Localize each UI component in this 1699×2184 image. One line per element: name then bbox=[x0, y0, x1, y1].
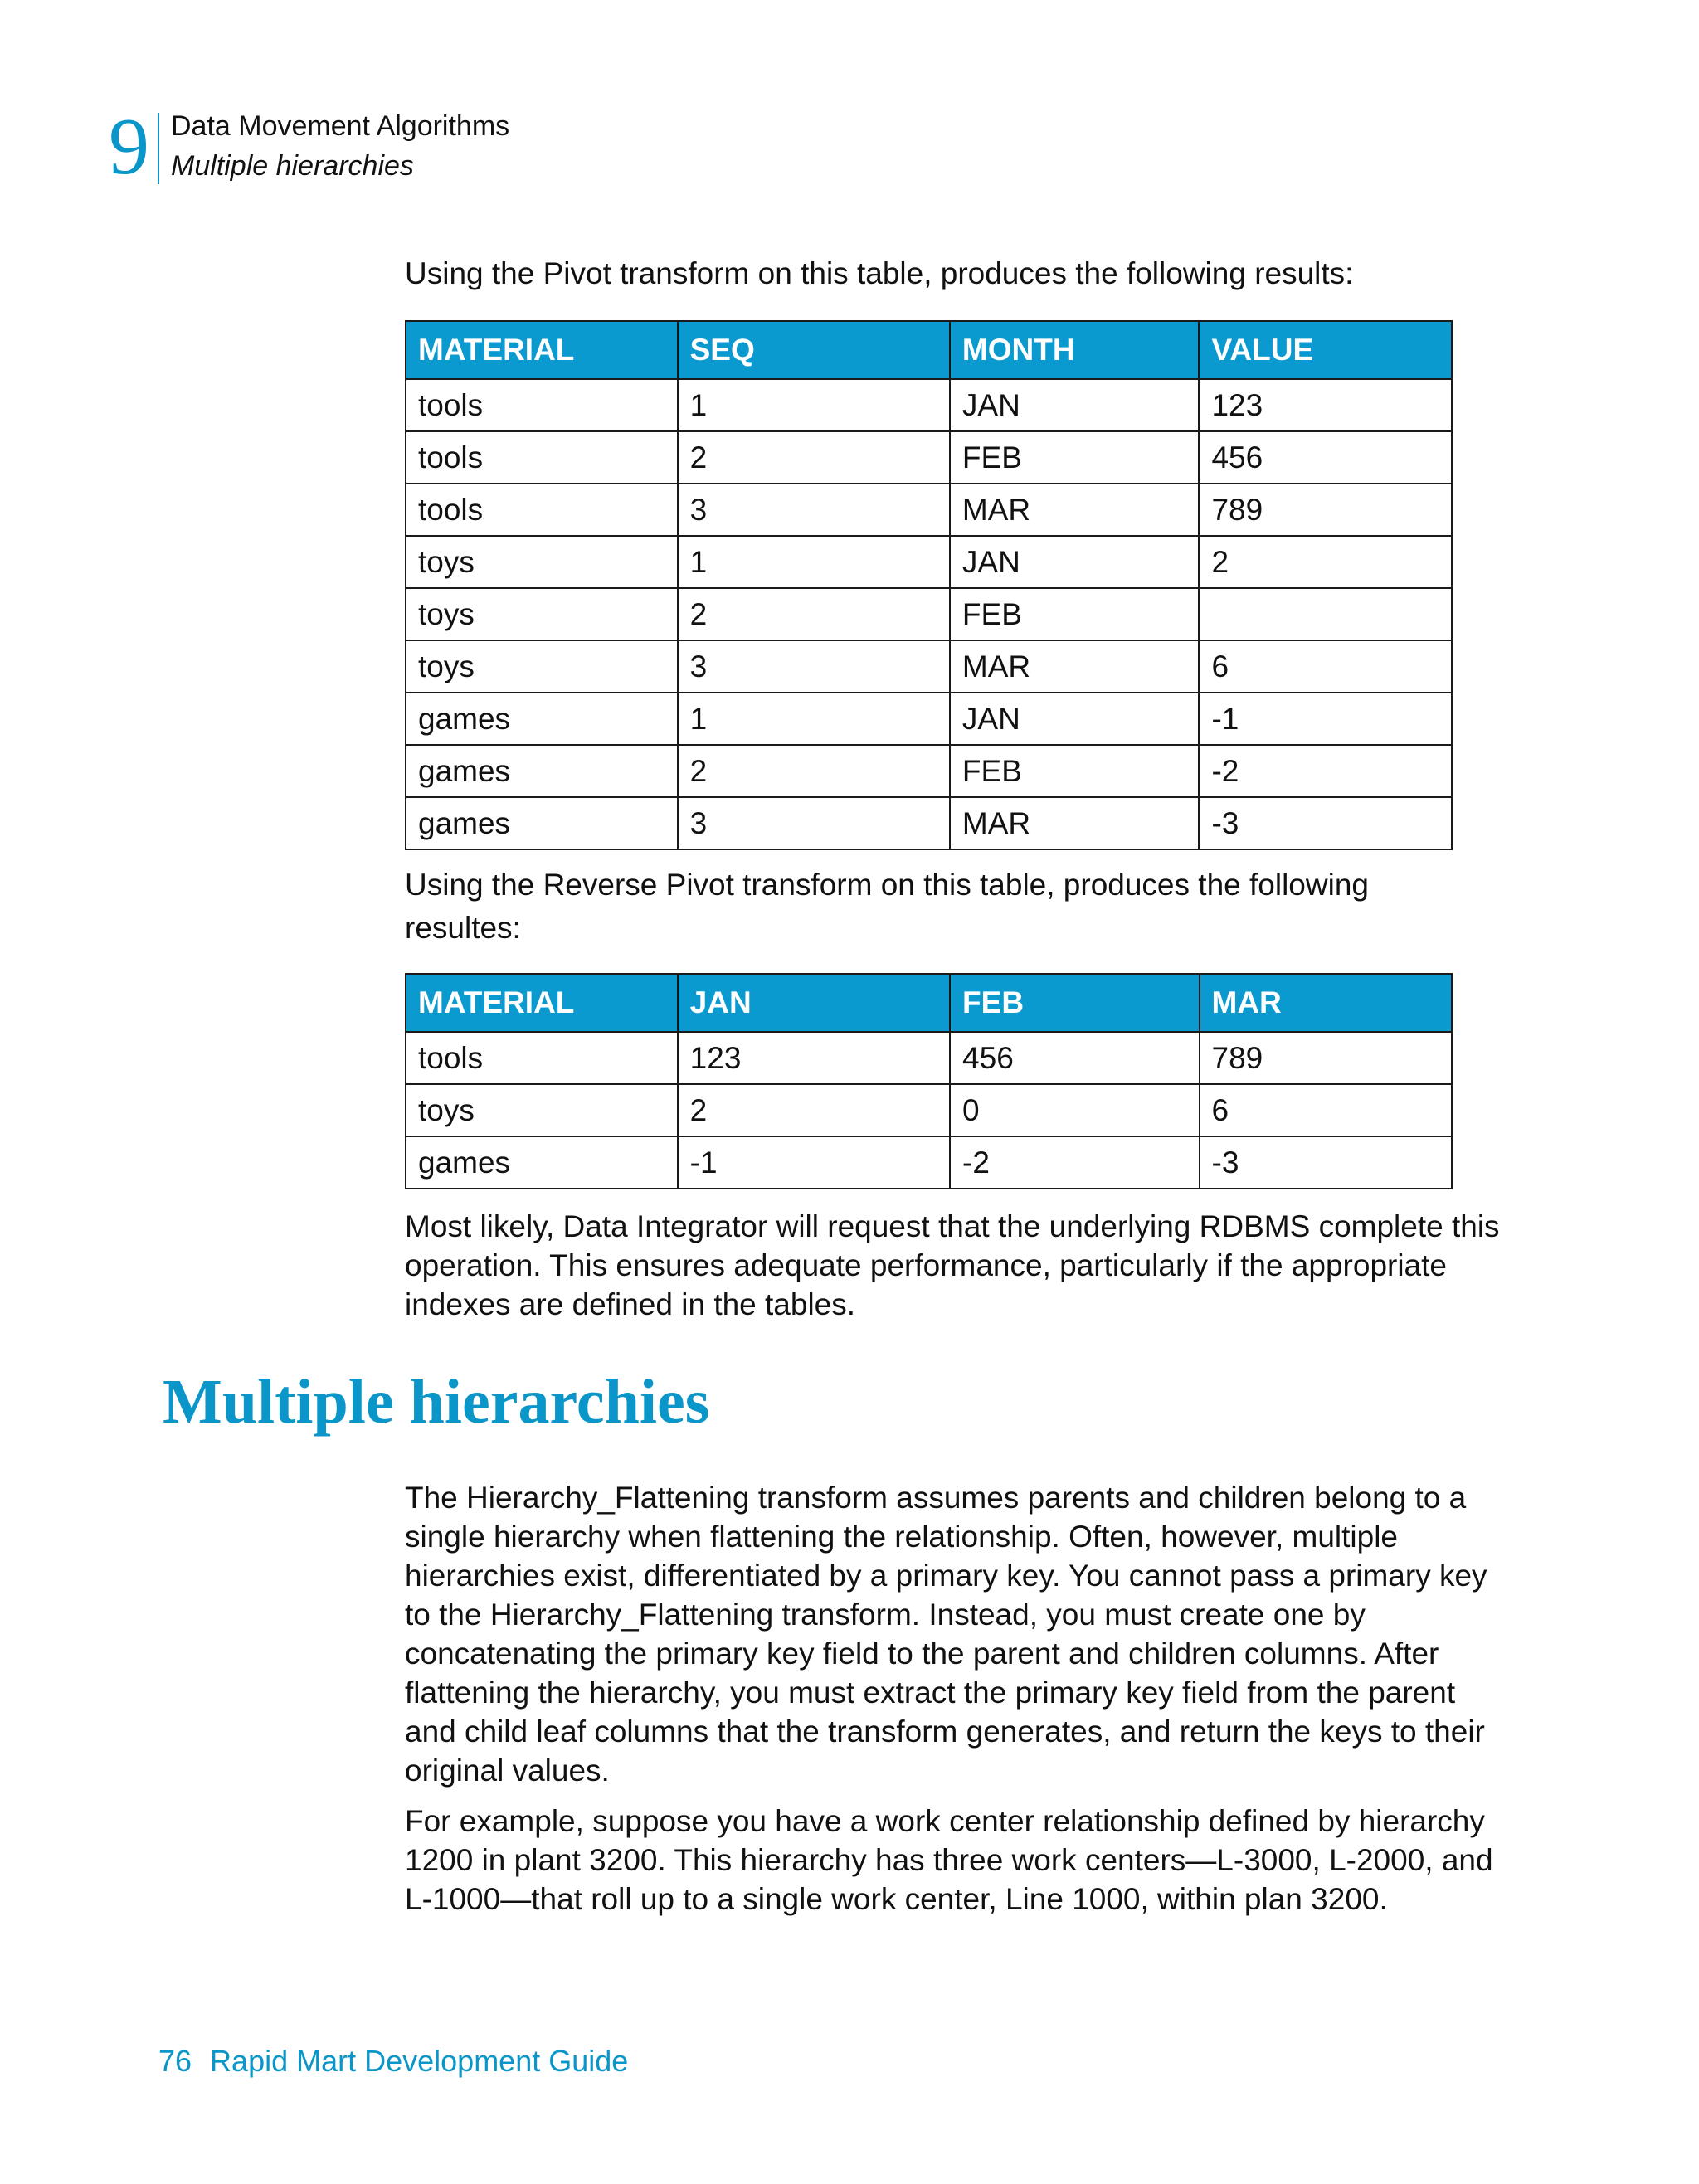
rdbms-paragraph: Most likely, Data Integrator will request that the underlying RDBMS complete this operation. This ensures adequate performance, particularly if the appropriate indexes are defined in the tables. bbox=[405, 1209, 1500, 1321]
reverse-pivot-intro-text: Using the Reverse Pivot transform on this table, produces the following resultes: bbox=[405, 868, 1369, 945]
reverse-col-header: MAR bbox=[1200, 974, 1453, 1032]
table-cell: games bbox=[406, 797, 678, 849]
table-cell: -3 bbox=[1200, 1136, 1453, 1189]
table-cell: 2 bbox=[1199, 536, 1452, 588]
section-heading: Multiple hierarchies bbox=[163, 1367, 710, 1437]
table-cell: -1 bbox=[1199, 693, 1452, 745]
table-row bbox=[406, 431, 1452, 484]
table-row bbox=[406, 640, 1452, 693]
reverse-col-header: FEB bbox=[950, 974, 1199, 1032]
hierarchy-paragraph: The Hierarchy_Flattening transform assumes parents and children belong to a single hierarchy when flattening the relationship. Often, however, multiple hierarchies exist, differentiated by a primary key. You cannot pass a primary key to the Hierarchy_Flattening transform. Instead, you must create one by concatenating the primary key field to the parent and children columns. After flattening the hierarchy, you must extract the primary key field from the parent and child leaf columns that the transform generates, and return the keys to their original values. bbox=[405, 1481, 1487, 1788]
chapter-titles bbox=[171, 106, 509, 186]
table-cell: 3 bbox=[678, 484, 950, 536]
table-cell bbox=[1199, 588, 1452, 640]
table-row bbox=[406, 693, 1452, 745]
guide-title: Rapid Mart Development Guide bbox=[210, 2044, 629, 2078]
table-cell: 1 bbox=[678, 693, 950, 745]
pivot-table-header-row bbox=[406, 321, 1452, 379]
table-row bbox=[406, 745, 1452, 797]
table-cell: 3 bbox=[678, 640, 950, 693]
pivot-intro-text: Using the Pivot transform on this table, produces the following results: bbox=[405, 256, 1354, 290]
table-row bbox=[406, 379, 1452, 431]
pivot-col-header: SEQ bbox=[678, 321, 950, 379]
table-cell: tools bbox=[406, 1032, 678, 1084]
table-cell: 1 bbox=[678, 536, 950, 588]
chapter-title: Data Movement Algorithms bbox=[171, 110, 510, 142]
table-cell: toys bbox=[406, 640, 678, 693]
table-cell: -3 bbox=[1199, 797, 1452, 849]
table-row bbox=[406, 536, 1452, 588]
table-row bbox=[406, 484, 1452, 536]
table-cell: 6 bbox=[1199, 640, 1452, 693]
table-cell: toys bbox=[406, 536, 678, 588]
chapter-header bbox=[98, 102, 510, 192]
table-row bbox=[406, 1032, 1452, 1084]
table-cell: 2 bbox=[678, 745, 950, 797]
table-cell: JAN bbox=[950, 536, 1200, 588]
table-cell: 789 bbox=[1199, 484, 1452, 536]
reverse-col-header: MATERIAL bbox=[406, 974, 678, 1032]
table-cell: 0 bbox=[950, 1084, 1199, 1136]
chapter-number: 9 bbox=[109, 102, 149, 192]
table-cell: 2 bbox=[678, 588, 950, 640]
table-cell: MAR bbox=[950, 484, 1200, 536]
chapter-divider bbox=[158, 113, 159, 184]
table-cell: 789 bbox=[1200, 1032, 1453, 1084]
table-row bbox=[406, 1084, 1452, 1136]
table-cell: 2 bbox=[678, 1084, 950, 1136]
table-cell: games bbox=[406, 745, 678, 797]
page-number: 76 bbox=[158, 2044, 192, 2078]
table-cell: 456 bbox=[1199, 431, 1452, 484]
table-cell: games bbox=[406, 1136, 678, 1189]
table-cell: 123 bbox=[1199, 379, 1452, 431]
table-cell: JAN bbox=[950, 379, 1200, 431]
table-cell: -2 bbox=[1199, 745, 1452, 797]
table-cell: tools bbox=[406, 484, 678, 536]
table-cell: games bbox=[406, 693, 678, 745]
example-paragraph: For example, suppose you have a work center relationship defined by hierarchy 1200 in plant 3200. This hierarchy has three work centers—L-3000, L-2000, and L-1000—that roll up to a single work center, Line 1000, within plan 3200. bbox=[405, 1804, 1493, 1916]
table-cell: JAN bbox=[950, 693, 1200, 745]
reverse-col-header: JAN bbox=[678, 974, 950, 1032]
table-cell: 456 bbox=[950, 1032, 1199, 1084]
table-cell: -2 bbox=[950, 1136, 1199, 1189]
page-footer bbox=[158, 2044, 628, 2079]
table-cell: 2 bbox=[678, 431, 950, 484]
table-cell: tools bbox=[406, 379, 678, 431]
table-cell: FEB bbox=[950, 745, 1200, 797]
pivot-col-header: MONTH bbox=[950, 321, 1200, 379]
table-cell: 1 bbox=[678, 379, 950, 431]
table-row bbox=[406, 588, 1452, 640]
table-cell: toys bbox=[406, 1084, 678, 1136]
table-cell: FEB bbox=[950, 431, 1200, 484]
pivot-col-header: MATERIAL bbox=[406, 321, 678, 379]
table-cell: 6 bbox=[1200, 1084, 1453, 1136]
pivot-col-header: VALUE bbox=[1199, 321, 1452, 379]
table-cell: MAR bbox=[950, 640, 1200, 693]
table-row bbox=[406, 797, 1452, 849]
reverse-pivot-table bbox=[405, 973, 1453, 1189]
table-cell: MAR bbox=[950, 797, 1200, 849]
table-cell: FEB bbox=[950, 588, 1200, 640]
section-subtitle: Multiple hierarchies bbox=[171, 150, 414, 182]
table-cell: tools bbox=[406, 431, 678, 484]
reverse-table-header-row bbox=[406, 974, 1452, 1032]
table-cell: 3 bbox=[678, 797, 950, 849]
table-cell: -1 bbox=[678, 1136, 950, 1189]
pivot-table bbox=[405, 320, 1453, 850]
table-row bbox=[406, 1136, 1452, 1189]
table-cell: toys bbox=[406, 588, 678, 640]
table-cell: 123 bbox=[678, 1032, 950, 1084]
